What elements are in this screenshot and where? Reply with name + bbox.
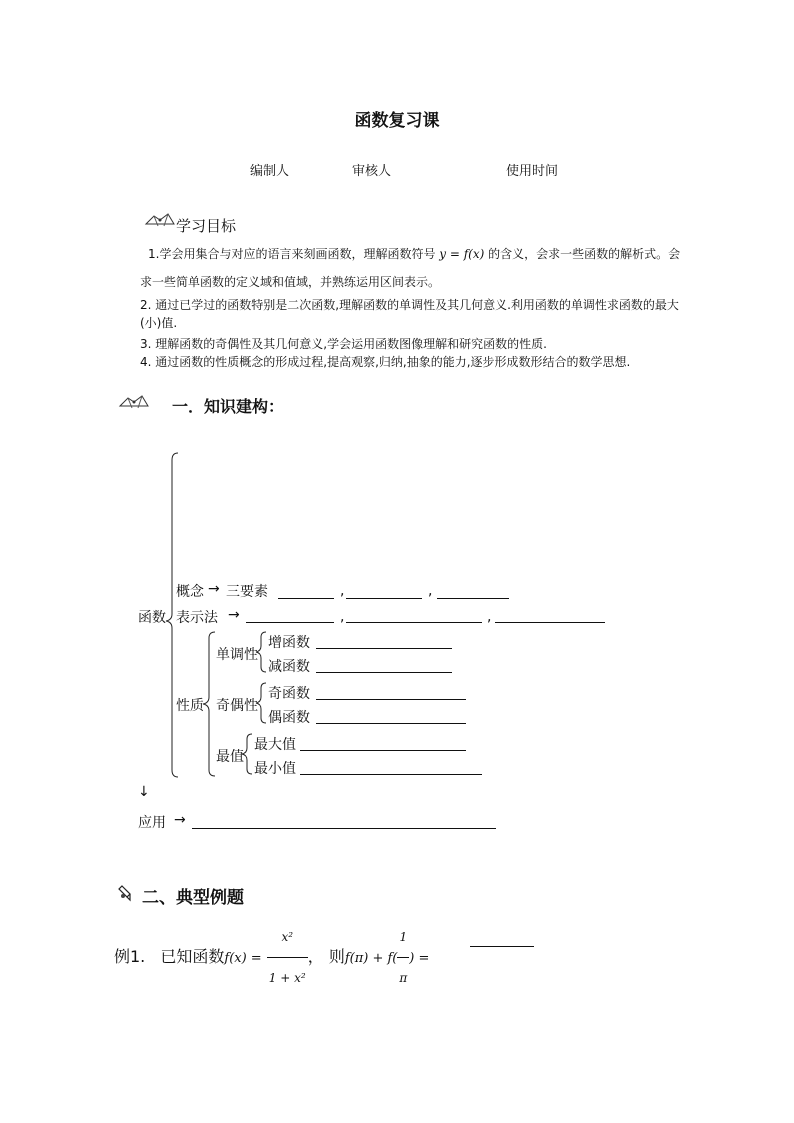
inner-numerator: 1 [397, 917, 409, 958]
example-1-then: 则 [328, 947, 345, 966]
goal-1-text-a: 1.学会用集合与对应的语言来刻画函数，理解函数符号 [148, 247, 436, 261]
arrow-icon: → [228, 607, 240, 623]
tree-max: 最大值 [254, 737, 296, 753]
blank-odd [316, 699, 466, 700]
goal-3: 3. 理解函数的奇偶性及其几何意义,学会运用函数图像理解和研究函数的性质. [140, 337, 547, 351]
pencil-icon [118, 884, 134, 906]
blank-repr-3 [495, 622, 605, 623]
goal-2: 2. 通过已学过的函数特别是二次函数,理解函数的单调性及其几何意义.利用函数的单调性求函数的最大 [140, 298, 679, 312]
tree-increasing: 增函数 [268, 635, 310, 651]
blank-increasing [316, 648, 452, 649]
goal-1-cont: 求一些简单函数的定义域和值域，并熟练运用区间表示。 [140, 275, 441, 289]
example-1-fraction [267, 917, 308, 998]
comma: , [487, 609, 492, 625]
example-1-text: 已知函数 [160, 947, 225, 966]
tree-properties: 性质 [176, 698, 204, 714]
goal-1-text-b: 的含义，会求一些函数的解析式。会 [488, 247, 681, 261]
down-arrow-icon: ↓ [138, 784, 150, 800]
section-1-heading: 一．知识建构： [172, 397, 285, 416]
tree-representation: 表示法 [176, 610, 218, 626]
tree-root: 函数 [138, 610, 166, 626]
example-1-expr-end: ) = [409, 951, 430, 966]
comma: , [428, 583, 433, 599]
example-1-inner-fraction [397, 917, 409, 998]
blank-repr-1 [246, 622, 334, 623]
tree-even: 偶函数 [268, 710, 310, 726]
tree-odd: 奇函数 [268, 686, 310, 702]
example-1 [114, 917, 429, 998]
time-label: 使用时间 [506, 164, 559, 179]
tree-three-elements: 三要素 [226, 584, 268, 600]
blank-answer [470, 946, 534, 947]
page-title: 函数复习课 [354, 111, 440, 131]
blank-decreasing [316, 672, 452, 673]
blank-max [300, 750, 466, 751]
blank-element-2 [346, 598, 422, 599]
blank-repr-2 [346, 622, 482, 623]
example-1-expr: f(π) + f( [344, 951, 398, 966]
example-1-lhs: f(x) = [224, 951, 262, 966]
comma: , [340, 583, 345, 599]
fraction-denominator: 1 + x² [268, 971, 306, 985]
blank-application [192, 828, 496, 829]
comma: , [340, 609, 345, 625]
blank-min [300, 774, 482, 775]
example-1-comma: ， [307, 947, 324, 966]
tree-monotonicity: 单调性 [216, 647, 258, 663]
tree-min: 最小值 [254, 761, 296, 777]
tree-parity: 奇偶性 [216, 698, 258, 714]
blank-element-1 [278, 598, 334, 599]
goals-heading: 学习目标 [176, 217, 237, 235]
goal-1-math: y = f(x) [439, 247, 485, 261]
goal-4: 4. 通过函数的性质概念的形成过程,提高观察,归纳,抽象的能力,逐步形成数形结合的数学思想. [140, 355, 631, 369]
blank-even [316, 723, 466, 724]
reviewer-label: 审核人 [352, 164, 392, 179]
example-1-label: 例1. [114, 947, 146, 966]
tree-decreasing: 减函数 [268, 659, 310, 675]
tree-extremum: 最值 [216, 749, 244, 765]
tree-application: 应用 [138, 815, 166, 831]
arrow-icon: → [174, 812, 186, 828]
section-2-heading: 二、典型例题 [142, 888, 244, 908]
editor-label: 编制人 [250, 164, 290, 179]
goal-2-cont: (小)值. [140, 316, 178, 330]
inner-denominator: π [399, 971, 408, 985]
tree-concept: 概念 [176, 584, 204, 600]
arrow-icon: → [208, 581, 220, 597]
blank-element-3 [437, 598, 509, 599]
fraction-numerator: x² [267, 917, 308, 958]
